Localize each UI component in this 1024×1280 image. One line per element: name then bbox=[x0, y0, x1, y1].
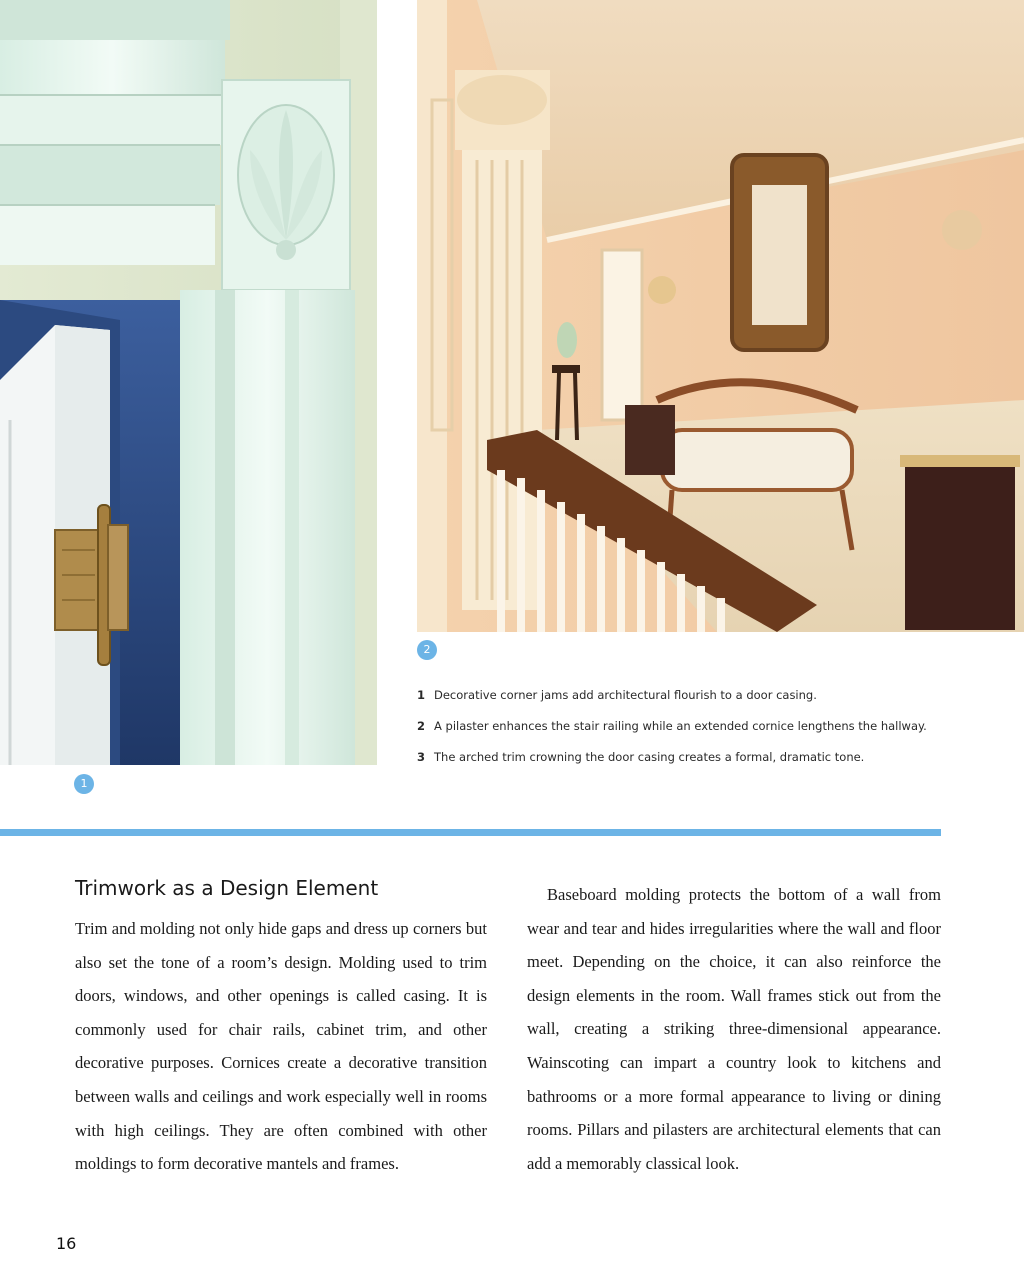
caption-item bbox=[417, 688, 1017, 719]
section-heading: Trimwork as a Design Element bbox=[75, 876, 379, 900]
section-divider bbox=[0, 829, 941, 836]
photo-door-casing bbox=[0, 0, 377, 765]
caption-number: 3 bbox=[417, 750, 426, 764]
caption-text: The arched trim crowning the door casing creates a formal, dramatic tone. bbox=[434, 750, 865, 764]
gilded-mirror bbox=[732, 155, 827, 350]
body-paragraph: Trim and molding not only hide gaps and dress up corners but also set the tone of a room’s design. Molding used to trim doors, windows, and other openings is called casing. It is commonly used for chair rails, cabinet trim, and other decorative purposes. Cornices create a decorative transition between walls and ceilings and work especially well in rooms with high ceilings. They are often combined with other moldings to form decorative mantels and frames. bbox=[75, 919, 487, 1174]
caption-list bbox=[417, 688, 1017, 781]
photo-number-badge: 2 bbox=[417, 640, 437, 660]
caption-number: 2 bbox=[417, 719, 426, 733]
caption-number: 1 bbox=[417, 688, 426, 702]
photo-number-badge: 1 bbox=[74, 774, 94, 794]
page-number: 16 bbox=[56, 1234, 77, 1253]
caption-item bbox=[417, 719, 1017, 750]
caption-item bbox=[417, 750, 1017, 781]
hallway-illustration bbox=[417, 0, 1024, 632]
door-casing-illustration bbox=[0, 0, 377, 765]
caption-text: A pilaster enhances the stair railing while an extended cornice lengthens the hallway. bbox=[434, 719, 927, 733]
caption-text: Decorative corner jams add architectural flourish to a door casing. bbox=[434, 688, 817, 702]
photo-hallway-pilaster bbox=[417, 0, 1024, 632]
body-paragraph: Baseboard molding protects the bottom of a wall from wear and tear and hides irregularities where the wall and floor meet. Depending on the choice, it can also reinforce the design elements in the room. Wall frames stick out from the wall, creating a striking three-dimensional appearance. Wainscoting can impart a country look to kitchens and bathrooms or a more formal appearance to living or dining rooms. Pillars and pilasters are architectural elements that can add a memorably classical look. bbox=[527, 885, 941, 1173]
